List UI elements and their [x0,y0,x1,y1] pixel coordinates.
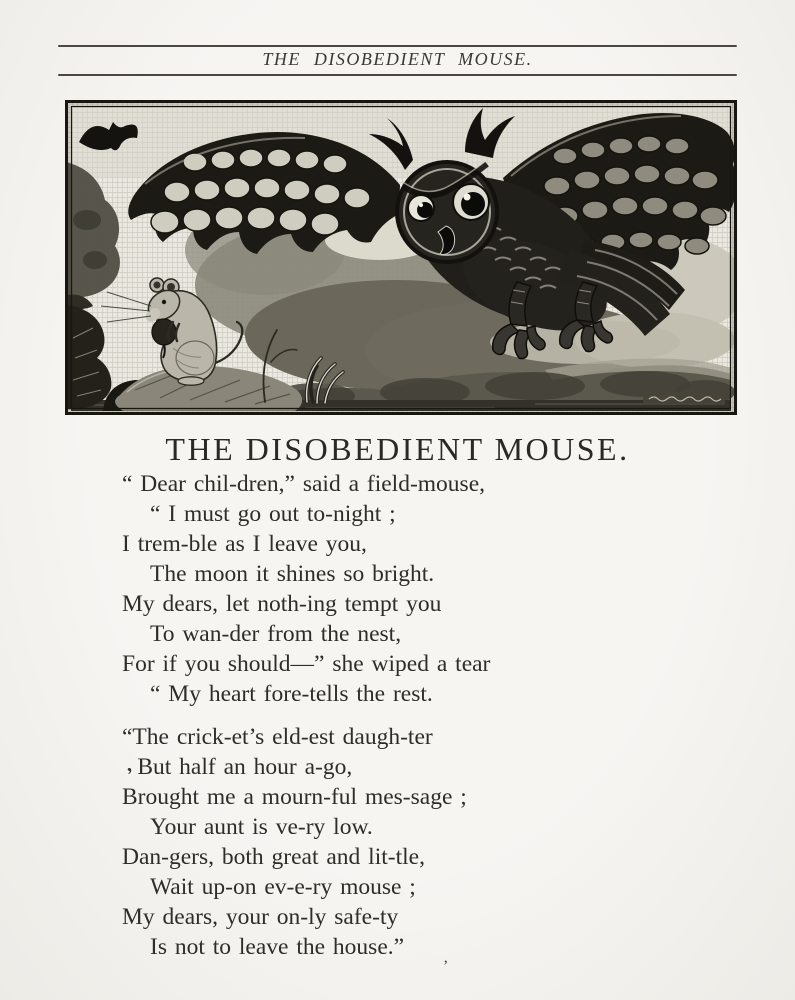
poem [122,469,490,962]
header-rule-top [58,45,737,47]
header-rule-bottom [58,74,737,76]
poem-line: Dan-gers, both great and lit-tle, [122,844,425,870]
poem-line: “ Dear chil-dren,” said a field-mouse, [122,471,485,497]
poem-line: Your aunt is ve-ry low. [150,814,373,840]
poem-line: My dears, your on-ly safe-ty [122,904,399,930]
poem-line: ‚ But half an hour a-go, [122,752,490,782]
poem-line: My dears, let noth-ing tempt you [122,591,442,617]
stanza-2 [122,722,490,962]
poem-line: “ I must go out to-night ; [150,501,396,527]
poem-line: Is not to leave the house.” [150,934,405,960]
ink-mark: ‚ [121,754,135,777]
poem-line: “ My heart fore-tells the rest. [150,681,433,707]
engraver-signature-mark [643,392,725,405]
poem-line: For if you should—” she wiped a tear [122,651,491,677]
engraving-plate [65,100,737,415]
poem-line: Brought me a mourn-ful mes-sage ; [122,784,467,810]
stanza-1 [122,469,490,709]
poem-line: The moon it shines so bright. [150,561,435,587]
poem-line: “The crick-et’s eld-est daugh-ter [122,724,433,750]
running-header: THE DISOBEDIENT MOUSE. [262,49,533,69]
poem-line: I trem-ble as I leave you, [122,531,367,557]
poem-line: Wait up-on ev-e-ry mouse ; [150,874,416,900]
page-title: THE DISOBEDIENT MOUSE. [165,431,630,467]
engraving-svg [65,100,737,415]
poem-line: To wan-der from the nest, [150,621,402,647]
stray-ink-mark: ’ [443,958,449,975]
